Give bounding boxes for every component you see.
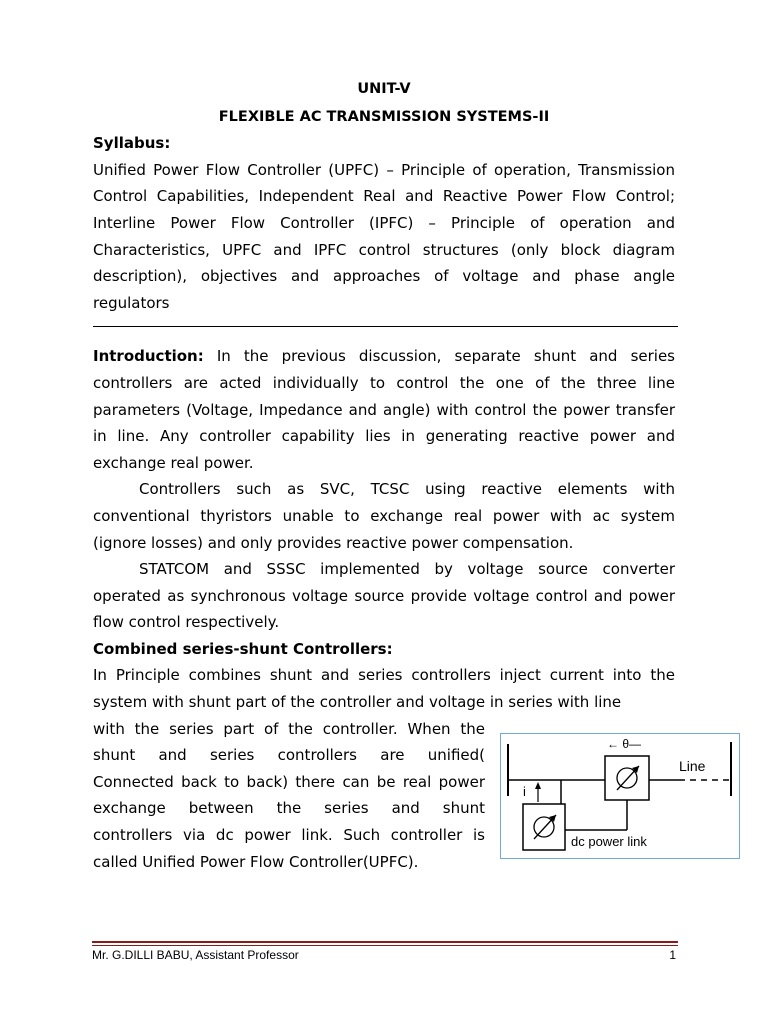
wrapped-line-5: controllers via dc power link. Such controller is	[93, 826, 485, 845]
series-converter-box	[605, 756, 649, 800]
introduction-text: In the previous discussion, separate shunt and series controllers are acted individually to control the one of the three line parameters (Voltage, Impedance and angle) with control the power transfer in line. Any controller capability lies in generating reactive power and exchange real power.	[93, 347, 675, 472]
wrapped-line-2: shunt and series controllers are unified(	[93, 746, 485, 765]
upfc-figure	[500, 733, 740, 859]
combined-wrapped-text	[93, 716, 485, 876]
combined-heading: Combined series-shunt Controllers:	[93, 639, 393, 658]
wrapped-line-1: with the series part of the controller. When the	[93, 719, 485, 738]
wrapped-line-6: called Unified Power Flow Controller(UPFC).	[93, 852, 419, 871]
footer-author: Mr. G.DILLI BABU, Assistant Professor	[92, 948, 299, 962]
shunt-converter-box	[523, 804, 565, 850]
unit-heading: UNIT-V	[357, 81, 411, 97]
introduction-label: Introduction:	[93, 347, 204, 366]
upfc-diagram	[501, 734, 739, 858]
wrapped-line-3: Connected back to back) there can be real power	[93, 772, 485, 791]
footer-rule-thick	[92, 941, 678, 943]
syllabus-label: Syllabus:	[93, 134, 171, 153]
line-label: Line	[679, 758, 706, 774]
current-label: i	[523, 784, 526, 799]
combined-text: In Principle combines shunt and series controllers inject current into the system with shunt part of the controller and voltage in series with line	[93, 666, 675, 712]
document-title: FLEXIBLE AC TRANSMISSION SYSTEMS-II	[218, 108, 550, 125]
statcom-paragraph: STATCOM and SSSC implemented by voltage source converter operated as synchronous voltage source provide voltage control and power flow control respectively.	[93, 560, 675, 632]
footer-rule-thin	[92, 945, 678, 946]
theta-label: ← θ—	[607, 737, 642, 751]
introduction-paragraph	[93, 343, 675, 476]
page-number: 1	[669, 948, 676, 962]
syllabus-text: Unified Power Flow Controller (UPFC) – Principle of operation, Transmission Control Capabilities, Independent Real and Reactive Power Flow Control; Interline Power Flow Controller (IPFC) – Principle of operation and Characteristics, UPFC and IPFC control structures (only block diagram description), objectives and approaches of voltage and phase angle regulators	[93, 160, 675, 312]
wrapped-line-4: exchange between the series and shunt	[93, 799, 485, 818]
dc-link-label: dc power link	[571, 834, 647, 849]
controllers-paragraph: Controllers such as SVC, TCSC using reactive elements with conventional thyristors unable to exchange real power with ac system (ignore losses) and only provides reactive power compensation.	[93, 480, 675, 552]
section-divider	[93, 326, 678, 327]
current-arrowhead	[535, 782, 541, 789]
